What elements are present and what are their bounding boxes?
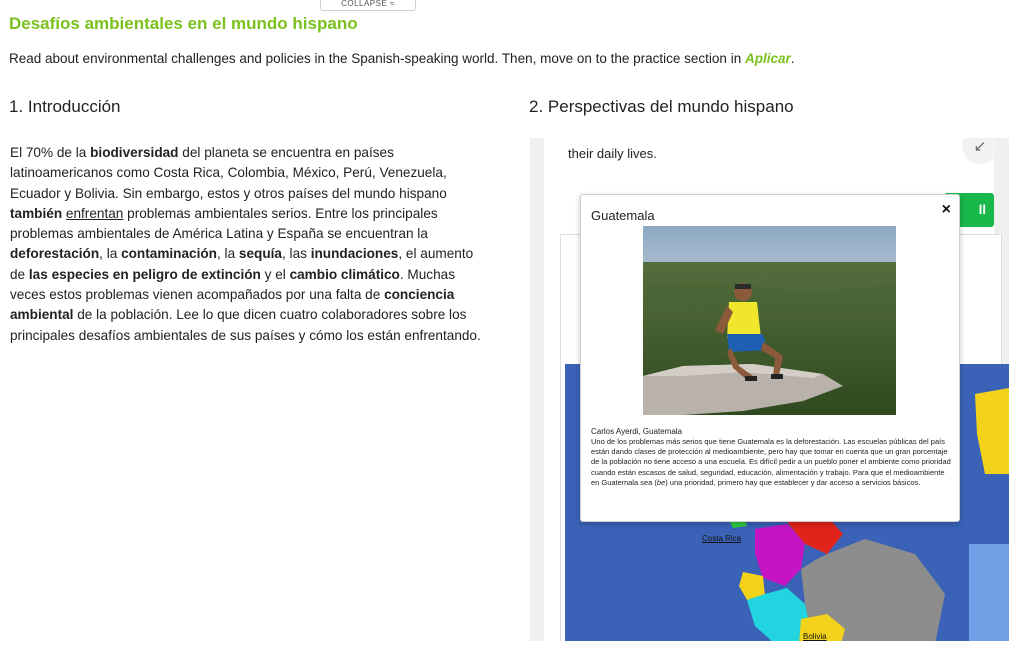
text-run: El 70% de la	[10, 145, 91, 160]
text-run: problemas ambientales serios. Entre los principales problemas ambientales de América Latina y España se encuentran la	[10, 205, 438, 242]
inset-panel	[969, 544, 1009, 641]
close-icon[interactable]: ×	[941, 201, 951, 218]
collapse-arrow-icon[interactable]: ↙	[962, 138, 998, 164]
intro-text	[9, 51, 795, 66]
caption-text-italic: be	[656, 477, 666, 487]
term-inundaciones: inundaciones	[310, 246, 399, 262]
contributor-photo	[643, 226, 896, 415]
map-label-costa-rica[interactable]: Costa Rica	[702, 534, 742, 543]
page-title: Desafíos ambientales en el mundo hispano	[9, 14, 358, 33]
country-popup	[580, 194, 960, 522]
term-conciencia-ambiental: conciencia ambiental	[10, 287, 455, 323]
section-heading-perspectivas: 2. Perspectivas del mundo hispano	[529, 97, 794, 116]
view-all-button[interactable]: ll	[944, 193, 994, 227]
text-run: , la	[217, 246, 239, 262]
text-run: de la población. Lee lo que dicen cuatro colaboradores sobre los principales desafíos ambientales de sus países y cómo los están enfrentando.	[10, 307, 481, 343]
collapse-button[interactable]: COLLAPSE ≈	[320, 0, 416, 11]
intro-text-after: .	[790, 51, 795, 66]
aplicar-link[interactable]: Aplicar	[744, 51, 791, 66]
caption-text	[591, 437, 953, 488]
term-biodiversidad: biodiversidad	[90, 145, 179, 160]
caption-name: Carlos Ayerdi, Guatemala	[591, 427, 683, 436]
term-deforestacion: deforestación	[10, 246, 100, 262]
introduccion-paragraph	[10, 143, 490, 346]
intro-text-before: Read about environmental challenges and policies in the Spanish-speaking world. Then, move on to the practice section in	[9, 51, 745, 66]
text-run: . Muchas veces estos problemas vienen acompañados por una falta de	[10, 266, 456, 303]
caption-text-before: Uno de los problemas más serios que tiene Guatemala es la deforestación. Las escuelas públicas del país están dando clases de protección al medioambiente, pero hay que tomar en cuenta que un gran porcentaje de la población no tiene acceso a una escuela. Es difícil pedir a un pueblo poner el ambiente como prioridad cuando están escasos de salud, seguridad, educación, alimentación y trabajo. Para que el medioambiente en Guatemala sea (	[591, 437, 951, 487]
section-heading-introduccion: 1. Introducción	[9, 97, 121, 116]
term-especies-peligro: las especies en peligro de extinción	[28, 266, 261, 282]
caption-text-after: ) una prioridad, primero hay que establecer y dar acceso a servicios básicos.	[665, 477, 921, 487]
map-label-bolivia[interactable]: Bolivia	[803, 632, 827, 641]
term-contaminacion: contaminación	[121, 246, 217, 262]
text-run: y el	[260, 266, 290, 282]
daily-lives-text: their daily lives.	[568, 146, 657, 161]
text-run: del planeta se encuentra en países latinoamericanos como Costa Rica, Colombia, México, Perú, Venezuela, Ecuador y Bolivia. Sin embargo, estos y otros países del mundo hispano	[10, 145, 447, 201]
text-run: , la	[99, 246, 122, 262]
term-cambio-climatico: cambio climático	[289, 266, 400, 282]
text-run: , el aumento de	[10, 246, 474, 282]
popup-title: Guatemala	[591, 208, 655, 223]
text-run: , las	[282, 246, 311, 262]
term-tambien: también	[10, 205, 63, 221]
term-sequia: sequía	[238, 246, 282, 262]
vocab-enfrentan[interactable]: enfrentan	[65, 205, 124, 221]
